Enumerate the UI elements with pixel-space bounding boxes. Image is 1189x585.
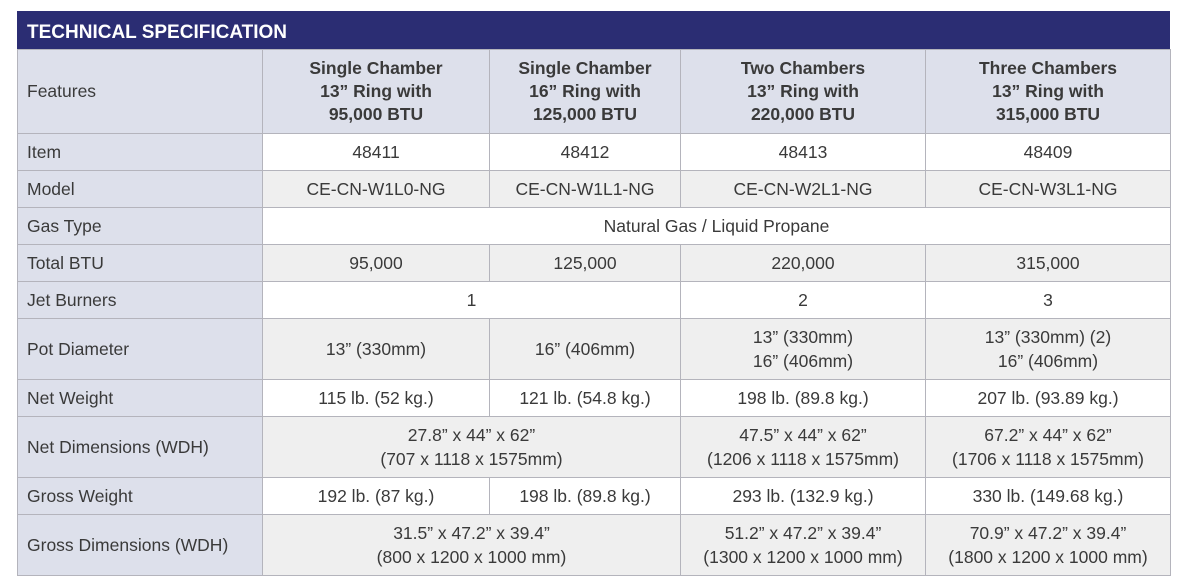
table-cell: 121 lb. (54.8 kg.) (490, 380, 681, 417)
header-line: 125,000 BTU (532, 104, 638, 124)
row-label: Net Dimensions (WDH) (18, 417, 263, 478)
table-cell (681, 515, 926, 576)
table-cell: 2 (681, 282, 926, 319)
cell-line: 13” (330mm) (325, 339, 427, 359)
row-label: Pot Diameter (18, 319, 263, 380)
cell-line: 13” (330mm) (2) (984, 327, 1112, 347)
table-cell: 293 lb. (132.9 kg.) (681, 478, 926, 515)
table-cell: 115 lb. (52 kg.) (263, 380, 490, 417)
table-cell: 95,000 (263, 245, 490, 282)
table-row-item (18, 134, 1171, 171)
column-header-1 (263, 50, 490, 134)
cell-line: 67.2” x 44” x 62” (984, 425, 1112, 445)
row-label: Gas Type (18, 208, 263, 245)
cell-line: 16” (406mm) (752, 351, 854, 371)
features-label: Features (18, 50, 263, 134)
table-cell: Natural Gas / Liquid Propane (263, 208, 1171, 245)
table-cell (490, 319, 681, 380)
table-cell: 125,000 (490, 245, 681, 282)
header-row (18, 50, 1171, 134)
table-cell: 192 lb. (87 kg.) (263, 478, 490, 515)
table-cell: 198 lb. (89.8 kg.) (681, 380, 926, 417)
table-cell (681, 319, 926, 380)
header-line: Single Chamber (309, 58, 443, 78)
table-row-gas-type (18, 208, 1171, 245)
table-cell: 315,000 (926, 245, 1171, 282)
table-row-net-weight (18, 380, 1171, 417)
table-cell (926, 417, 1171, 478)
cell-line: 16” (406mm) (997, 351, 1099, 371)
row-label: Total BTU (18, 245, 263, 282)
table-row-total-btu (18, 245, 1171, 282)
header-line: Single Chamber (518, 58, 652, 78)
table-cell (681, 417, 926, 478)
header-line: Three Chambers (978, 58, 1118, 78)
table-cell (263, 417, 681, 478)
table-title: TECHNICAL SPECIFICATION (17, 11, 1170, 49)
row-label: Jet Burners (18, 282, 263, 319)
column-header-4 (926, 50, 1171, 134)
table-cell: 48411 (263, 134, 490, 171)
table-cell: CE-CN-W3L1-NG (926, 171, 1171, 208)
technical-specification-table (17, 11, 1170, 576)
cell-line: 47.5” x 44” x 62” (739, 425, 867, 445)
cell-line: (707 x 1118 x 1575mm) (380, 449, 563, 469)
header-line: 220,000 BTU (750, 104, 856, 124)
row-label: Gross Weight (18, 478, 263, 515)
cell-line: 51.2” x 47.2” x 39.4” (724, 523, 882, 543)
cell-line: (1300 x 1200 x 1000 mm) (703, 547, 903, 567)
row-label: Model (18, 171, 263, 208)
header-line: 16” Ring with (529, 81, 641, 101)
table-cell: 48409 (926, 134, 1171, 171)
cell-line: (800 x 1200 x 1000 mm) (376, 547, 567, 567)
column-header-3 (681, 50, 926, 134)
table-cell: CE-CN-W2L1-NG (681, 171, 926, 208)
header-line: 315,000 BTU (995, 104, 1101, 124)
header-line: 95,000 BTU (328, 104, 424, 124)
row-label: Gross Dimensions (WDH) (18, 515, 263, 576)
table-row-gross-weight (18, 478, 1171, 515)
table-cell: 3 (926, 282, 1171, 319)
table-cell (926, 319, 1171, 380)
table-row-pot-diameter (18, 319, 1171, 380)
table-row-model (18, 171, 1171, 208)
header-line: Two Chambers (740, 58, 866, 78)
table-cell (263, 319, 490, 380)
table-cell: 220,000 (681, 245, 926, 282)
table-cell (263, 515, 681, 576)
table-cell: 48413 (681, 134, 926, 171)
table-cell: CE-CN-W1L0-NG (263, 171, 490, 208)
header-line: 13” Ring with (320, 81, 432, 101)
header-line: 13” Ring with (747, 81, 859, 101)
header-line: 13” Ring with (992, 81, 1104, 101)
row-label: Item (18, 134, 263, 171)
cell-line: 70.9” x 47.2” x 39.4” (969, 523, 1127, 543)
table-cell (926, 515, 1171, 576)
cell-line: (1206 x 1118 x 1575mm) (707, 449, 899, 469)
table-cell: 198 lb. (89.8 kg.) (490, 478, 681, 515)
cell-line: 31.5” x 47.2” x 39.4” (393, 523, 550, 543)
cell-line: (1800 x 1200 x 1000 mm) (948, 547, 1148, 567)
table-row-net-dimensions (18, 417, 1171, 478)
table-cell: 330 lb. (149.68 kg.) (926, 478, 1171, 515)
row-label: Net Weight (18, 380, 263, 417)
table-cell: 207 lb. (93.89 kg.) (926, 380, 1171, 417)
cell-line: 27.8” x 44” x 62” (407, 425, 536, 445)
table-cell: 1 (263, 282, 681, 319)
cell-line: (1706 x 1118 x 1575mm) (952, 449, 1144, 469)
spec-table (17, 49, 1171, 576)
cell-line: 13” (330mm) (752, 327, 854, 347)
table-row-jet-burners (18, 282, 1171, 319)
table-row-gross-dimensions (18, 515, 1171, 576)
cell-line: 16” (406mm) (534, 339, 636, 359)
table-cell: 48412 (490, 134, 681, 171)
column-header-2 (490, 50, 681, 134)
table-cell: CE-CN-W1L1-NG (490, 171, 681, 208)
